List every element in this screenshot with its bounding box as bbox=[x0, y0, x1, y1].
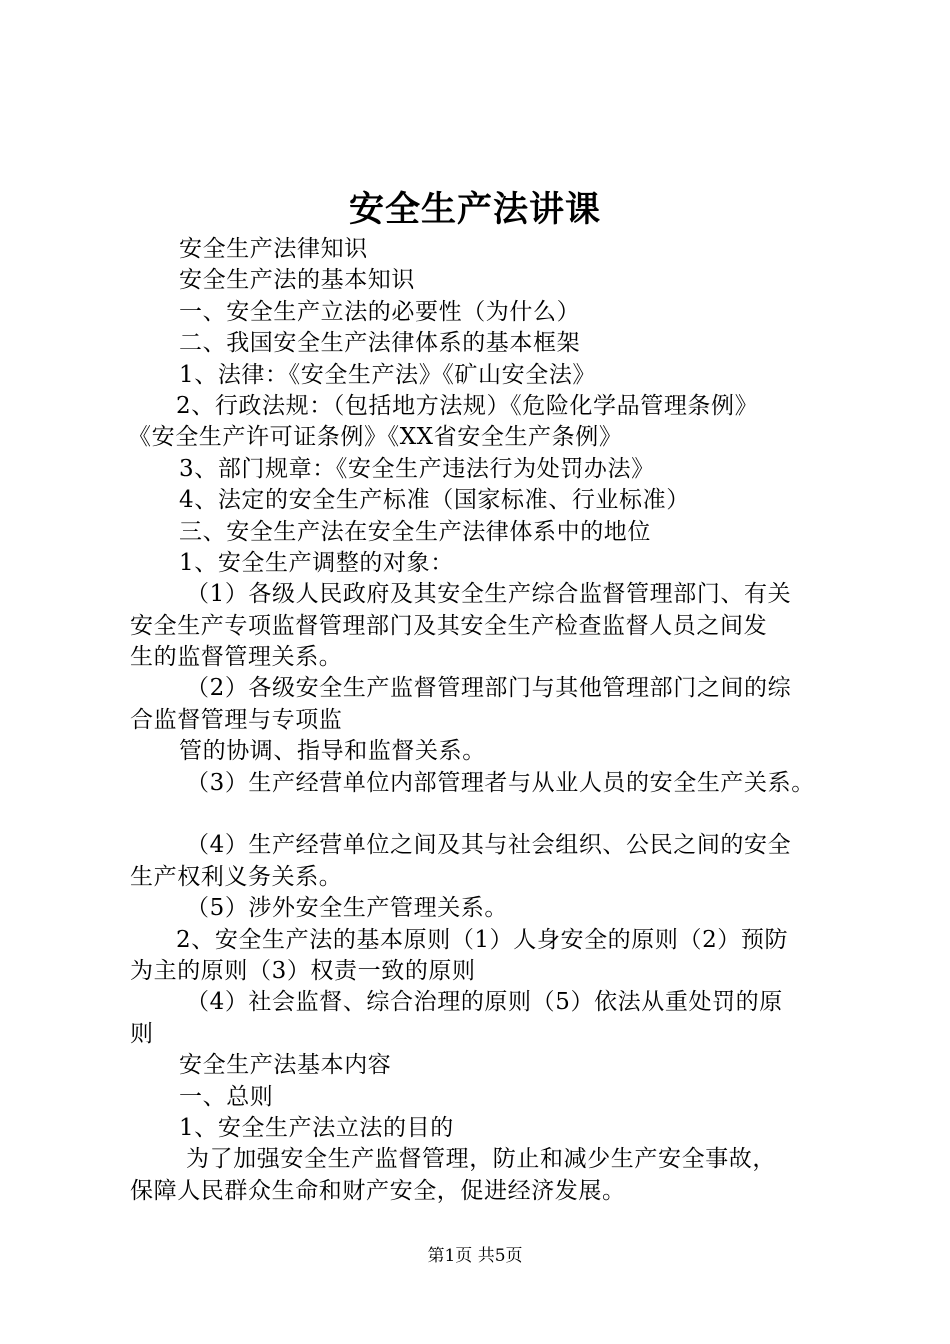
text-line: （4）生产经营单位之间及其与社会组织、公民之间的安全 bbox=[186, 832, 792, 859]
text-line: 2、安全生产法的基本原则（1）人身安全的原则（2）预防 bbox=[176, 926, 789, 953]
text-line: 三、安全生产法在安全生产法律体系中的地位 bbox=[179, 518, 651, 545]
text-line: 二、我国安全生产法律体系的基本框架 bbox=[179, 330, 581, 357]
text-line: 生的监督管理关系。 bbox=[130, 644, 343, 671]
text-line: 安全生产法的基本知识 bbox=[179, 267, 415, 294]
text-line: 4、法定的安全生产标准（国家标准、行业标准） bbox=[179, 487, 690, 514]
text-line: 管的协调、指导和监督关系。 bbox=[179, 738, 486, 765]
page-number: 第1页 共5页 bbox=[427, 1246, 523, 1266]
text-line: 一、安全生产立法的必要性（为什么） bbox=[179, 298, 581, 325]
text-line: （4）社会监督、综合治理的原则（5）依法从重处罚的原 bbox=[186, 989, 783, 1016]
text-line: 安全生产法律知识 bbox=[179, 236, 368, 262]
text-line: 1、安全生产法立法的目的 bbox=[179, 1114, 454, 1141]
text-line: 保障人民群众生命和财产安全，促进经济发展。 bbox=[130, 1177, 626, 1204]
text-line: 则 bbox=[130, 1020, 154, 1047]
text-line: 2、行政法规：（包括地方法规）《危险化学品管理条例》 bbox=[176, 392, 759, 419]
text-line: （2）各级安全生产监督管理部门与其他管理部门之间的综 bbox=[186, 675, 792, 702]
text-line: 合监督管理与专项监 bbox=[130, 706, 343, 733]
text-line: 生产权利义务关系。 bbox=[130, 863, 343, 890]
text-line: （3）生产经营单位内部管理者与从业人员的安全生产关系。 bbox=[186, 769, 815, 796]
text-line: 安全生产法基本内容 bbox=[179, 1052, 392, 1079]
text-line: 安全生产专项监督管理部门及其安全生产检查监督人员之间发 bbox=[130, 612, 768, 639]
text-line: 一、总则 bbox=[179, 1083, 274, 1110]
document-body bbox=[130, 234, 835, 1207]
text-line: 为主的原则（3）权责一致的原则 bbox=[130, 957, 476, 984]
text-line: （1）各级人民政府及其安全生产综合监督管理部门、有关 bbox=[186, 581, 792, 608]
text-line: 3、部门规章：《安全生产违法行为处罚办法》 bbox=[179, 455, 655, 482]
text-line: 为了加强安全生产监督管理，防止和减少生产安全事故， bbox=[186, 1146, 776, 1173]
page-title: 安全生产法讲课 bbox=[348, 189, 601, 230]
text-line: 1、法律：《安全生产法》《矿山安全法》 bbox=[179, 361, 597, 388]
blank-line bbox=[130, 799, 835, 830]
text-line: 1、安全生产调整的对象： bbox=[179, 549, 454, 576]
text-line: 《安全生产许可证条例》《XX省安全生产条例》 bbox=[128, 424, 623, 451]
text-line: （5）涉外安全生产管理关系。 bbox=[186, 895, 509, 922]
